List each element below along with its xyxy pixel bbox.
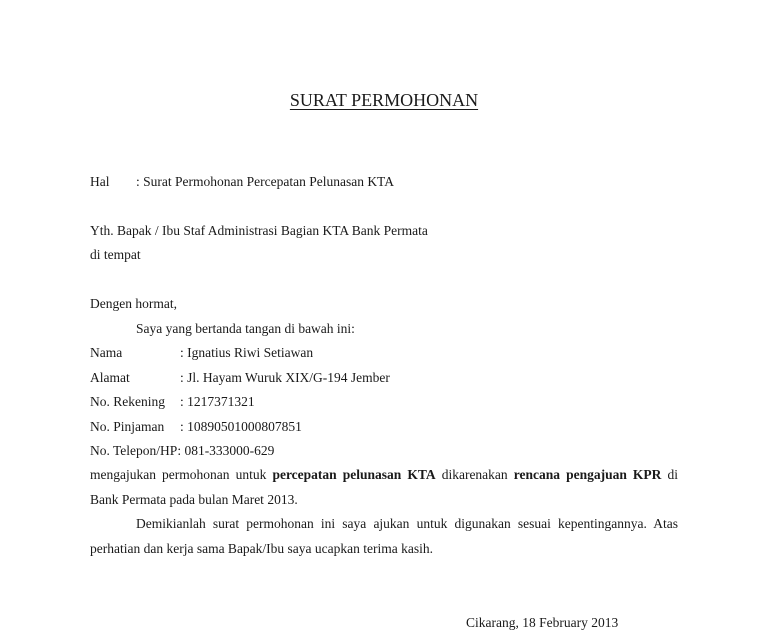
subject-value: : Surat Permohonan Percepatan Pelunasan KTA	[136, 174, 394, 189]
closing-text: Demikianlah surat permohonan ini saya ajukan untuk digunakan sesuai kepentingannya. Atas perhatian dan kerja sama Bapak/Ibu saya ucapkan terima kasih.	[90, 516, 678, 556]
request-text-1: mengajukan permohonan untuk	[90, 467, 273, 482]
field-label-pinjaman: No. Pinjaman	[90, 419, 165, 434]
field-value-rekening: : 1217371321	[180, 394, 255, 409]
field-telepon	[90, 443, 274, 459]
request-text-3: di Bank Permata pada bulan Maret 2013.	[90, 467, 678, 507]
field-label-telepon: No. Telepon/HP	[90, 443, 178, 458]
letter-title: SURAT PERMOHONAN	[289, 90, 479, 110]
place-date: Cikarang, 18 February 2013	[466, 615, 619, 630]
field-label-alamat: Alamat	[90, 370, 130, 385]
request-bold-2: rencana pengajuan KPR	[513, 467, 662, 482]
request-paragraph	[90, 463, 678, 512]
field-value-telepon: : 081-333000-629	[177, 443, 275, 458]
recipient-line-1: Yth. Bapak / Ibu Staf Administrasi Bagian KTA Bank Permata	[90, 223, 428, 238]
intro-line: Saya yang bertanda tangan di bawah ini:	[136, 321, 355, 336]
field-label-nama: Nama	[90, 345, 123, 360]
request-bold-1: percepatan pelunasan KTA	[272, 467, 436, 482]
field-value-alamat: : Jl. Hayam Wuruk XIX/G-194 Jember	[180, 370, 390, 385]
field-value-nama: : Ignatius Riwi Setiawan	[180, 345, 314, 360]
field-value-pinjaman: : 10890501000807851	[180, 419, 302, 434]
greeting: Dengen hormat,	[90, 296, 177, 311]
closing-paragraph	[90, 512, 678, 561]
request-text-2: dikarenakan	[435, 467, 514, 482]
subject-label: Hal	[90, 174, 110, 189]
field-label-rekening: No. Rekening	[90, 394, 165, 409]
recipient-line-2: di tempat	[90, 247, 141, 262]
